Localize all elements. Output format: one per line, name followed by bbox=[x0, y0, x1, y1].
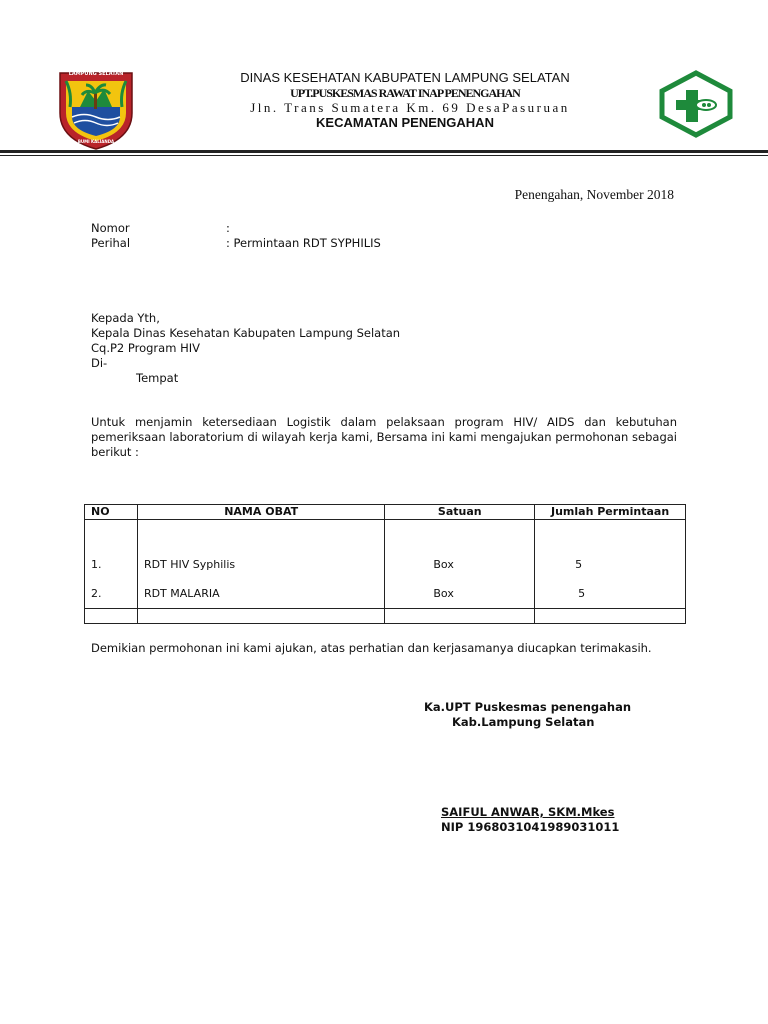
table-row-empty bbox=[85, 609, 686, 624]
recipient-name: Kepala Dinas Kesehatan Kabupaten Lampung Selatan bbox=[91, 326, 401, 340]
request-table bbox=[84, 504, 686, 624]
recipient-salutation: Kepada Yth, bbox=[91, 311, 160, 325]
intro-paragraph: Untuk menjamin ketersediaan Logistik dalam pelaksaan program HIV/ AIDS dan kebutuhan pemeriksaan laboratorium di wilayah kerja kami, Bersama ini kami mengajukan permohonan sebagai berikut : bbox=[91, 415, 677, 459]
row-name: RDT HIV Syphilis bbox=[143, 558, 236, 571]
letterhead-address: Jln. Trans Sumatera Km. 69 DesaPasuruan bbox=[250, 100, 570, 115]
row-name: RDT MALARIA bbox=[143, 587, 220, 600]
table-header-row bbox=[85, 505, 686, 520]
recipient-place: Tempat bbox=[136, 371, 179, 385]
letterhead-rule-thick bbox=[0, 150, 768, 153]
signatory-nip: NIP 196803104198903101​1 bbox=[441, 820, 620, 834]
perihal-value: : Permintaan RDT SYPHILIS bbox=[226, 236, 381, 250]
col-header-unit: Satuan bbox=[385, 505, 535, 520]
signature-title: Ka.UPT Puskesmas penengahan bbox=[424, 700, 632, 714]
row-qty: 5 bbox=[575, 558, 583, 571]
letter-date: Penengahan, November 2018 bbox=[514, 187, 674, 202]
signatory-name: SAIFUL ANWAR, SKM.Mkes bbox=[441, 805, 615, 819]
letterhead-unit: UPT.PUSKESMAS RAWAT INAP PENENGAHAN bbox=[290, 86, 520, 100]
letterhead-agency: DINAS KESEHATAN KABUPATEN LAMPUNG SELATAN bbox=[240, 70, 570, 85]
col-header-qty: Jumlah Permintaan bbox=[535, 505, 686, 520]
letterhead-district: KECAMATAN PENENGAHAN bbox=[316, 115, 494, 130]
table-row bbox=[85, 520, 686, 609]
nomor-colon: : bbox=[226, 221, 230, 235]
seal-top-text: LAMPUNG SELATAN bbox=[68, 71, 124, 77]
col-header-name: NAMA OBAT bbox=[137, 505, 384, 520]
row-qty: 5 bbox=[578, 587, 586, 600]
recipient-cq: Cq.P2 Program HIV bbox=[91, 341, 200, 355]
letterhead-rule-thin bbox=[0, 155, 768, 156]
nomor-label: Nomor bbox=[91, 221, 130, 235]
row-no: 1. bbox=[91, 558, 102, 571]
col-header-no: NO bbox=[85, 505, 138, 520]
row-unit: Box bbox=[433, 587, 454, 600]
row-no: 2. bbox=[91, 587, 102, 600]
puskesmas-logo bbox=[658, 70, 734, 138]
seal-bottom-text: BUMI KALIANDA bbox=[77, 139, 115, 144]
perihal-label: Perihal bbox=[91, 236, 131, 250]
closing-paragraph: Demikian permohonan ini kami ajukan, atas perhatian dan kerjasamanya diucapkan terimakasih. bbox=[91, 641, 652, 655]
signature-region: Kab.Lampung Selatan bbox=[452, 715, 595, 729]
recipient-di: Di- bbox=[91, 356, 108, 370]
row-unit: Box bbox=[433, 558, 454, 571]
